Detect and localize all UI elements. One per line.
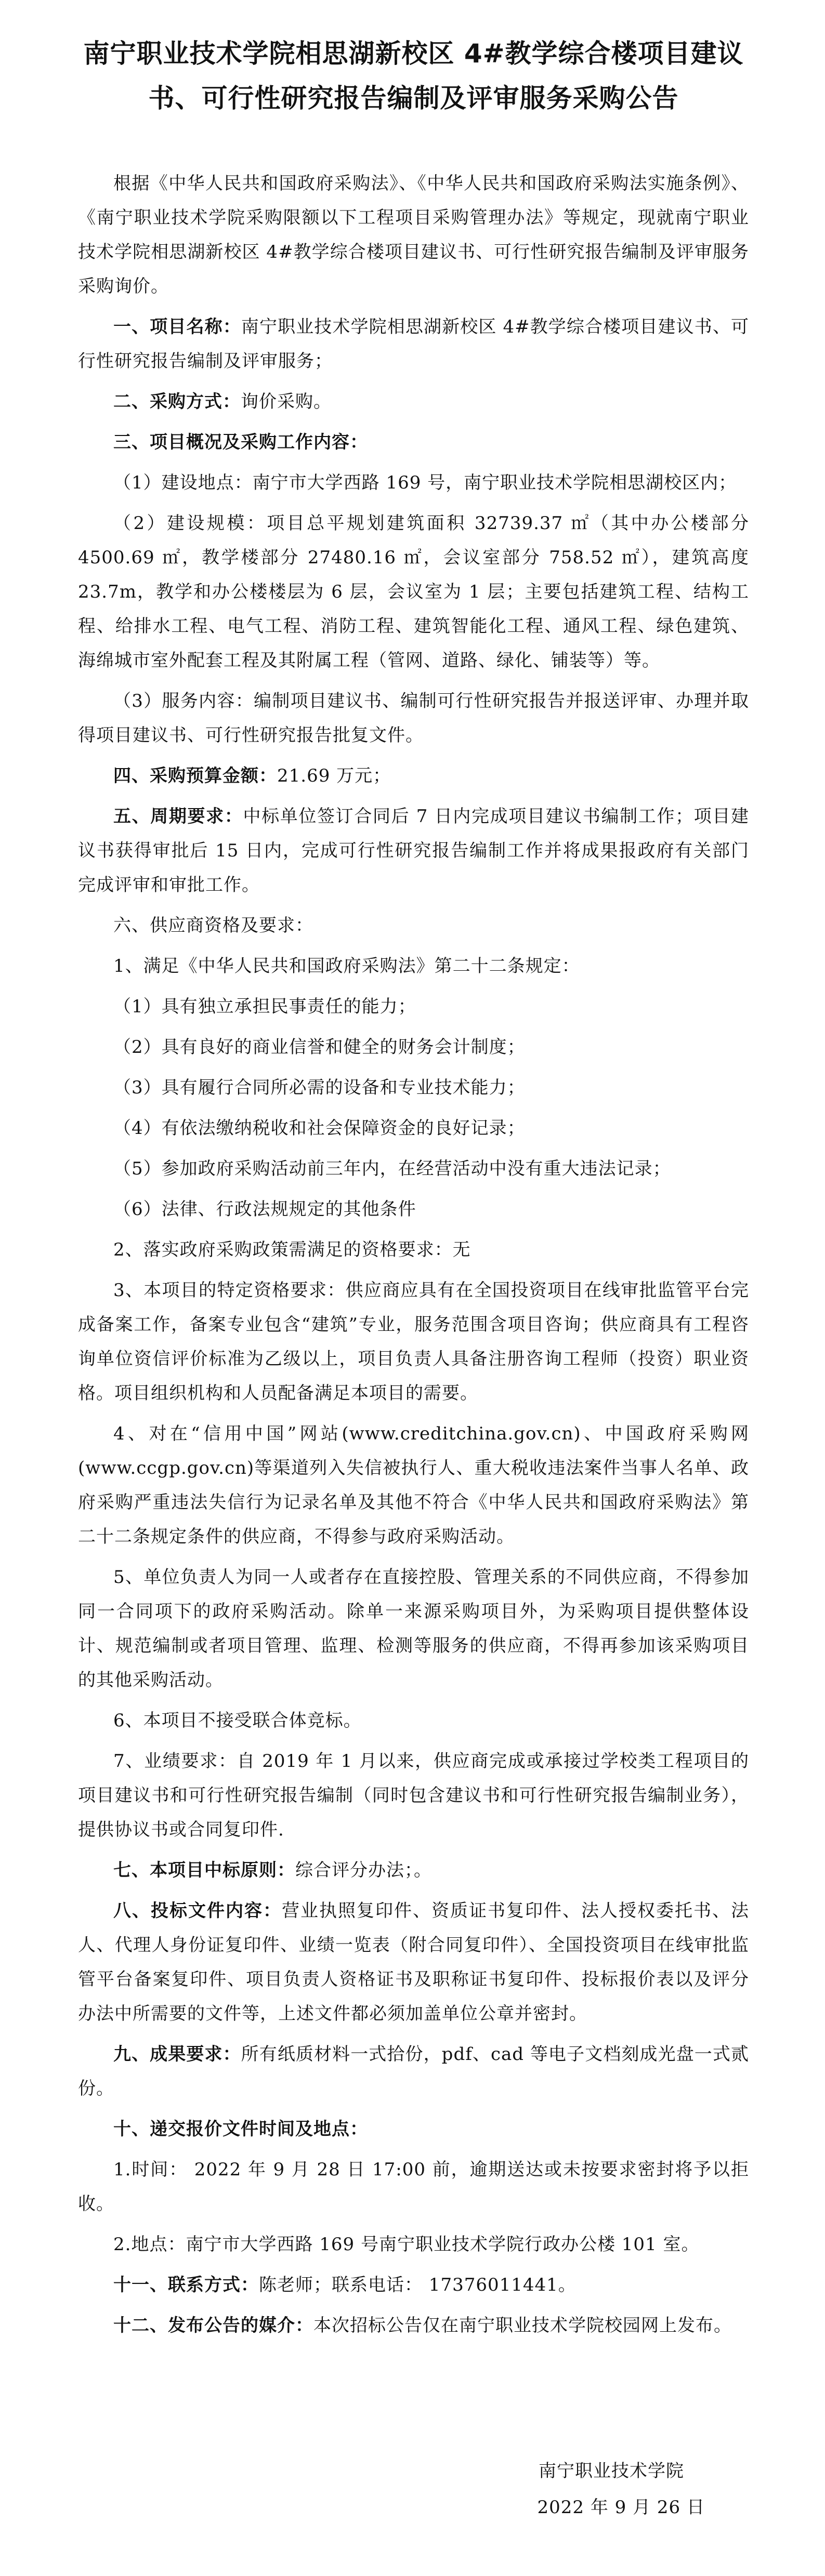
section-6-sub-3: （3）具有履行合同所必需的设备和专业技术能力； — [113, 1077, 526, 1098]
title-line-2: 书、可行性研究报告编制及评审服务采购公告 — [148, 83, 679, 113]
section-11-body: 陈老师；联系电话： 17376011441。 — [259, 2275, 577, 2295]
signature-block — [78, 2453, 749, 2526]
signature-organization: 南宁职业技术学院 — [539, 2461, 684, 2481]
section-5-heading: 五、周期要求： — [113, 806, 243, 827]
section-6-item-3: 3、本项目的特定资格要求：供应商应具有在全国投资项目在线审批监管平台完成备案工作，备案专业包含“建筑”专业，服务范围含项目咨询；供应商具有工程咨询单位资信评价标准为乙级以上，项目负责人具备注册咨询工程师（投资）职业资格。项目组织机构和人员配备满足本项目的需要。 — [78, 1280, 749, 1404]
section-1-heading: 一、项目名称： — [113, 316, 241, 337]
section-6-item-2: 2、落实政府采购政策需满足的资格要求：无 — [113, 1239, 471, 1260]
section-6-item-4: 4、对在“信用中国”网站(www.creditchina.gov.cn)、中国政府采购网(www.ccgp.gov.cn)等渠道列入失信被执行人、重大税收违法案件当事人名单、政府采购严重违法失信行为记录名单及其他不符合《中华人民共和国政府采购法》第二十二条规定条件的供应商，不得参与政府采购活动。 — [78, 1423, 749, 1547]
section-9-body: 所有纸质材料一式拾份，pdf、cad 等电子文档刻成光盘一式贰份。 — [78, 2044, 749, 2099]
section-4 — [78, 759, 749, 793]
section-7-body: 综合评分办法；。 — [295, 1860, 432, 1881]
section-3-location: （1）建设地点：南宁市大学西路 169 号，南宁职业技术学院相思湖校区内； — [113, 472, 737, 493]
section-4-body: 21.69 万元； — [277, 765, 391, 786]
section-8-heading: 八、投标文件内容： — [113, 1900, 282, 1921]
intro-paragraph: 根据《中华人民共和国政府采购法》、《中华人民共和国政府采购法实施条例》、《南宁职业技术学院采购限额以下工程项目采购管理办法》等规定，现就南宁职业技术学院相思湖新校区 4#教学综合楼项目建议书、可行性研究报告编制及评审服务采购询价。 — [78, 173, 749, 297]
section-6-item-5: 5、单位负责人为同一人或者存在直接控股、管理关系的不同供应商，不得参加同一合同项下的政府采购活动。除单一来源采购项目外，为采购项目提供整体设计、规范编制或者项目管理、监理、检测等服务的供应商，不得再参加该采购项目的其他采购活动。 — [78, 1567, 749, 1690]
section-2-heading: 二、采购方式： — [113, 391, 241, 412]
section-6-item-1: 1、满足《中华人民共和国政府采购法》第二十二条规定： — [113, 956, 580, 976]
section-3-heading: 三、项目概况及采购工作内容： — [113, 432, 368, 453]
section-8-body: 营业执照复印件、资质证书复印件、法人授权委托书、法人、代理人身份证复印件、业绩一览表（附合同复印件）、全国投资项目在线审批监管平台备案复印件、项目负责人资格证书及职称证书复印件、投标报价表以及评分办法中所需要的文件等，上述文件都必须加盖单位公章并密封。 — [78, 1900, 749, 2024]
section-6-heading: 六、供应商资格及要求： — [113, 915, 313, 936]
signature-spacer — [78, 2349, 749, 2453]
section-2 — [78, 385, 749, 419]
section-6-sub-1: （1）具有独立承担民事责任的能力； — [113, 996, 416, 1017]
page-title — [78, 31, 749, 121]
section-6-item-7: 7、业绩要求：自 2019 年 1 月以来，供应商完成或承接过学校类工程项目的项目建议书和可行性研究报告编制（同时包含建议书和可行性研究报告编制业务），提供协议书或合同复印件. — [78, 1751, 749, 1840]
signature-date: 2022 年 9 月 26 日 — [537, 2497, 705, 2518]
section-10-place: 2.地点：南宁市大学西路 169 号南宁职业技术学院行政办公楼 101 室。 — [113, 2234, 700, 2255]
section-11-heading: 十一、联系方式： — [113, 2275, 259, 2295]
section-6-item-6: 6、本项目不接受联合体竞标。 — [113, 1710, 362, 1731]
section-9 — [78, 2037, 749, 2106]
section-8 — [78, 1894, 749, 2031]
section-1-body: 南宁职业技术学院相思湖新校区 4#教学综合楼项目建议书、可行性研究报告编制及评审服务； — [78, 316, 749, 372]
section-7-heading: 七、本项目中标原则： — [113, 1860, 295, 1881]
section-6-sub-5: （5）参加政府采购活动前三年内，在经营活动中没有重大违法记录； — [113, 1158, 671, 1179]
section-6-sub-6: （6）法律、行政法规规定的其他条件 — [113, 1199, 416, 1220]
section-5-body: 中标单位签订合同后 7 日内完成项目建议书编制工作；项目建议书获得审批后 15 日内，完成可行性研究报告编制工作并将成果报政府有关部门完成评审和审批工作。 — [78, 806, 750, 895]
section-10-time: 1.时间： 2022 年 9 月 28 日 17:00 前，逾期送达或未按要求密封将予以拒收。 — [78, 2159, 749, 2214]
section-3-service: （3）服务内容：编制项目建议书、编制可行性研究报告并报送评审、办理并取得项目建议书、可行性研究报告批复文件。 — [78, 691, 749, 746]
section-10-heading: 十、递交报价文件时间及地点： — [113, 2119, 368, 2139]
section-4-heading: 四、采购预算金额： — [113, 765, 277, 786]
section-11 — [78, 2268, 749, 2302]
section-7 — [78, 1853, 749, 1887]
section-5 — [78, 799, 749, 902]
section-2-body: 询价采购。 — [241, 391, 332, 412]
section-9-heading: 九、成果要求： — [113, 2044, 241, 2065]
title-line-1: 南宁职业技术学院相思湖新校区 4#教学综合楼项目建议 — [83, 38, 744, 69]
section-12 — [78, 2308, 749, 2343]
section-12-heading: 十二、发布公告的媒介： — [113, 2315, 313, 2336]
section-6-sub-2: （2）具有良好的商业信誉和健全的财务会计制度； — [113, 1037, 526, 1058]
section-6-sub-4: （4）有依法缴纳税收和社会保障资金的良好记录； — [113, 1118, 526, 1139]
section-1 — [78, 310, 749, 378]
section-3-scale: （2）建设规模：项目总平规划建筑面积 32739.37 ㎡（其中办公楼部分 4500.69 ㎡，教学楼部分 27480.16 ㎡，会议室部分 758.52 ㎡），建筑高度 23.7m，教学和办公楼楼层为 6 层，会议室为 1 层；主要包括建筑工程、结构工程、给排水工程、电气工程、消防工程、建筑智能化工程、通风工程、绿色建筑、海绵城市室外配套工程及其附属工程（管网、道路、绿化、铺装等）等。 — [78, 513, 749, 671]
section-12-body: 本次招标公告仅在南宁职业技术学院校园网上发布。 — [313, 2315, 732, 2336]
